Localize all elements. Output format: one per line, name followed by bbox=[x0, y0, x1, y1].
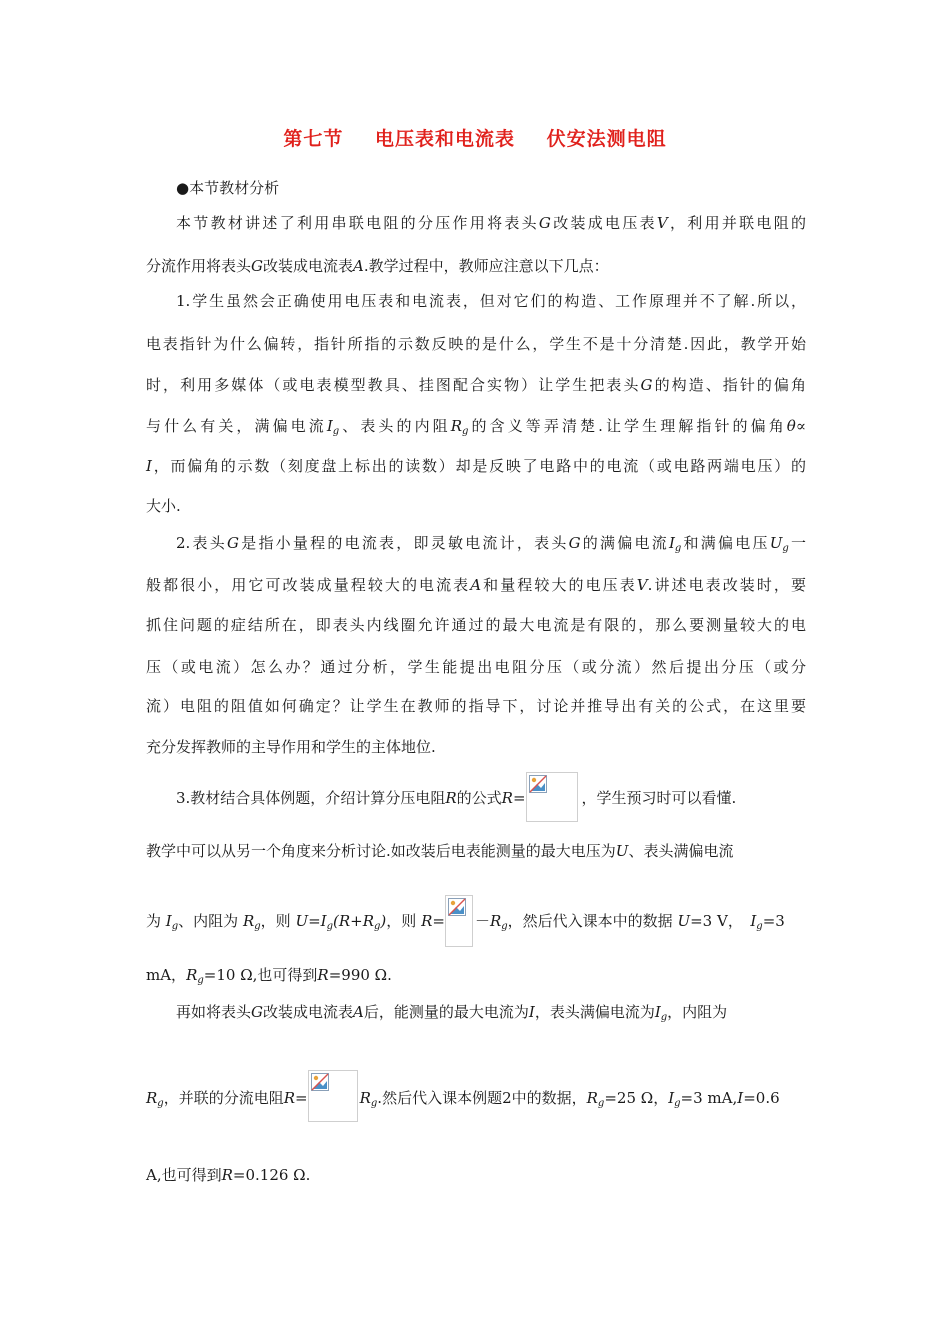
broken-image-icon bbox=[311, 1073, 329, 1091]
formula-image-1 bbox=[526, 772, 578, 822]
point4-line-1: 再如将表头G改装成电流表A后，能测量的最大电流为I，表头满偏电流为$I_g$，内阻为 bbox=[176, 1003, 728, 1023]
point1-line-5: I，而偏角的示数（刻度盘上标出的读数）却是反映了电路中的电流（或电路两端电压）的 bbox=[146, 457, 806, 475]
formula-image-2 bbox=[445, 895, 473, 947]
point2-line-2: 般都很小，用它可改装成量程较大的电流表A和量程较大的电压表V.讲述电表改装时，要 bbox=[146, 576, 806, 594]
point2-line-1: 2.表头G是指小量程的电流表，即灵敏电流计，表头G的满偏电流$I_g$和满偏电压$U_g$一 bbox=[176, 534, 806, 554]
broken-image-icon bbox=[448, 898, 466, 916]
intro-line-1: 本节教材讲述了利用串联电阻的分压作用将表头G改装成电压表V，利用并联电阻的 bbox=[176, 214, 806, 232]
point4-line-3: A,也可得到R=0.126 Ω. bbox=[146, 1166, 311, 1184]
point3-line-1: 3.教材结合具体例题，介绍计算分压电阻R的公式R= ，学生预习时可以看懂. bbox=[176, 786, 806, 822]
formula-image-3 bbox=[308, 1070, 358, 1122]
title-part2: 伏安法测电阻 bbox=[546, 128, 667, 150]
point1-line-1: 1.学生虽然会正确使用电压表和电流表，但对它们的构造、工作原理并不了解.所以， bbox=[176, 292, 806, 310]
point2-line-3: 抓住问题的症结所在，即表头内线圈允许通过的最大电流是有限的，那么要测量较大的电 bbox=[146, 616, 806, 634]
point3-line-2: 教学中可以从另一个角度来分析讨论.如改装后电表能测量的最大电压为U、表头满偏电流 bbox=[146, 842, 734, 860]
point1-line-4: 与什么有关，满偏电流$I_g$、表头的内阻$R_g$的含义等弄清楚.让学生理解指针的偏角θ∝ bbox=[146, 417, 806, 437]
point1-line-3: 时，利用多媒体（或电表模型教具、挂图配合实物）让学生把表头G的构造、指针的偏角 bbox=[146, 376, 806, 394]
page-title bbox=[0, 124, 950, 151]
point2-line-5: 流）电阻的阻值如何确定？让学生在教师的指导下，讨论并推导出有关的公式，在这里要 bbox=[146, 697, 806, 715]
point2-line-6: 充分发挥教师的主导作用和学生的主体地位. bbox=[146, 738, 436, 756]
point4-line-2: $R_g$，并联的分流电阻R= $R_g$.然后代入课本例题2中的数据，$R_g=25$ Ω，$I_g=3$ mA,I=0.6 bbox=[146, 1086, 806, 1122]
title-part1: 电压表和电流表 bbox=[374, 128, 515, 150]
broken-image-icon bbox=[529, 775, 547, 793]
point1-line-6: 大小. bbox=[146, 497, 181, 515]
title-section: 第七节 bbox=[283, 128, 344, 150]
point1-line-2: 电表指针为什么偏转，指针所指的示数反映的是什么，学生不是十分清楚.因此，教学开始 bbox=[146, 335, 806, 353]
point3-line-4: mA，$R_g=10$ Ω,也可得到R=990 Ω. bbox=[146, 966, 392, 986]
point3-line-3: 为 $I_g$、内阻为 $R_g$，则 $U=I_g(R+R_g)$，则 R= $-R_g$，然后代入课本中的数据 U=3 V， $I_g=3$ bbox=[146, 909, 806, 947]
intro-line-2: 分流作用将表头G改装成电流表A.教学过程中，教师应注意以下几点： bbox=[146, 257, 609, 275]
point2-line-4: 压（或电流）怎么办？通过分析，学生能提出电阻分压（或分流）然后提出分压（或分 bbox=[146, 658, 806, 676]
section-heading: ●本节教材分析 bbox=[176, 179, 280, 197]
